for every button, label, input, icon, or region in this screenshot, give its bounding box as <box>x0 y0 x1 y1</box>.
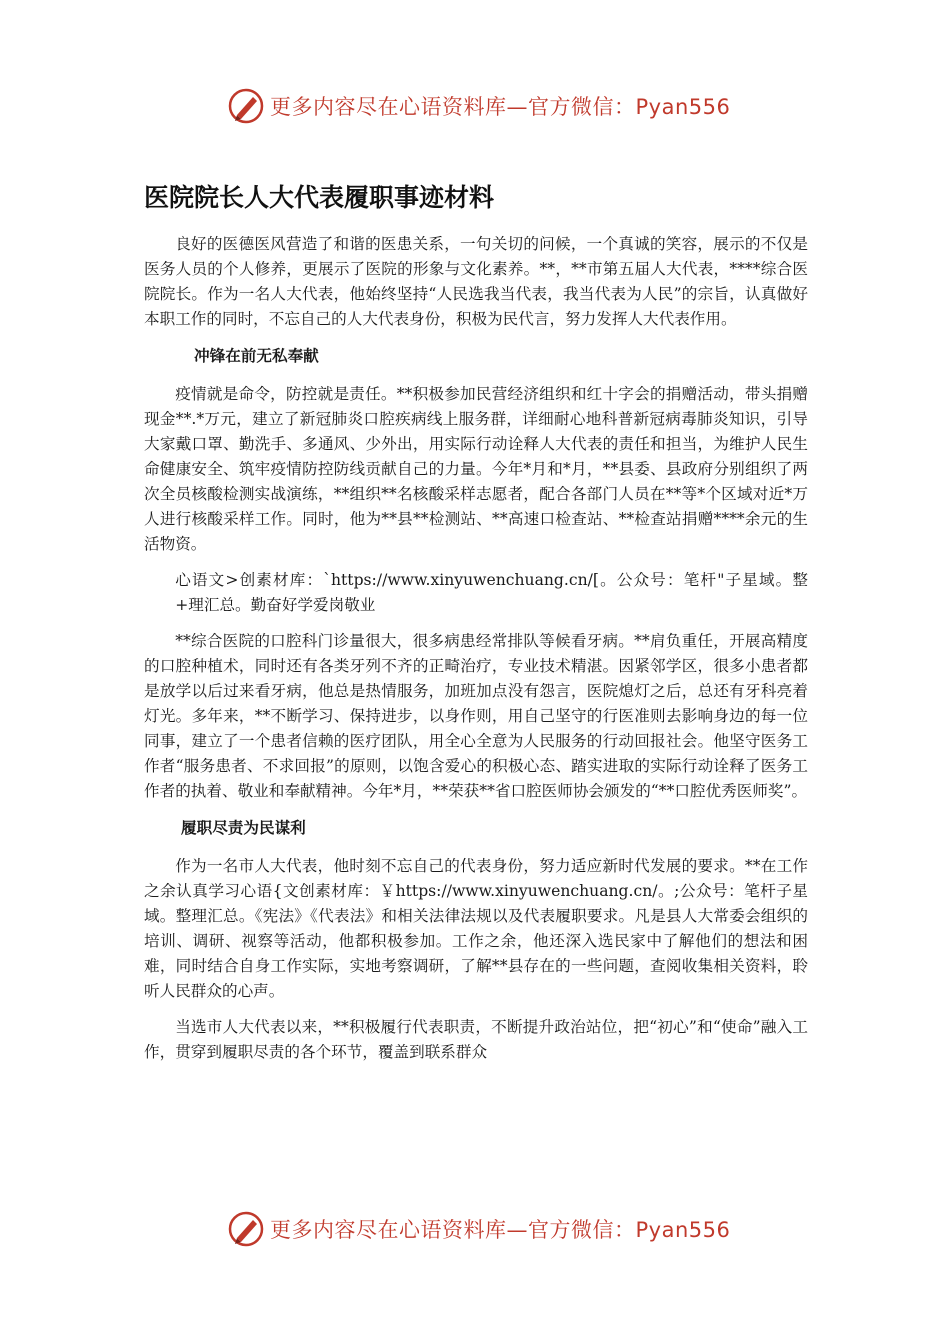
paragraph: 作为一名市人大代表，他时刻不忘自己的代表身份，努力适应新时代发展的要求。**在工作之余认真学习心语{文创素材库：￥https://www.xinyuwenchuang.cn/。;公众号：笔杆子星域。整理汇总。《宪法》《代表法》和相关法律法规以及代表履职要求。凡是县人大常委会组织的培训、调研、视察等活动，他都积极参加。工作之余，他还深入选民家中了解他们的想法和困难，同时结合自身工作实际，实地考察调研，了解**县存在的一些问题，查阅收集相关资料，聆听人民群众的心声。 <box>144 857 808 1000</box>
section-heading: 履职尽责为民谋利 <box>181 819 306 837</box>
paragraph-intro: 良好的医德医风营造了和谐的医患关系，一句关切的问候，一个真诚的笑容，展示的不仅是医务人员的个人修养，更展示了医院的形象与文化素养。**，**市第五届人大代表，****综合医院院长。作为一名人大代表，他始终坚持“人民选我当代表，我当代表为人民”的宗旨，认真做好本职工作的同时，不忘自己的人大代表身份，积极为民代言，努力发挥人大代表作用。 <box>144 235 808 328</box>
page-title: 医院院长人大代表履职事迹材料 <box>144 183 495 212</box>
paragraph-watermark-note: 心语文>创素材库：`https://www.xinyuwenchuang.cn/[。公众号：笔杆"子星域。整+理汇总。勤奋好学爱岗敬业 <box>175 571 808 614</box>
paragraph: **综合医院的口腔科门诊量很大，很多病患经常排队等候看牙病。**肩负重任，开展高精度的口腔种植术，同时还有各类牙列不齐的正畸治疗，专业技术精湛。因紧邻学区，很多小患者都是放学以后过来看牙病，他总是热情服务，加班加点没有怨言，医院熄灯之后，总还有牙科亮着灯光。多年来，**不断学习、保持进步，以身作则，用自己坚守的行医准则去影响身边的每一位同事，建立了一个患者信赖的医疗团队，用全心全意为人民服务的行动回报社会。他坚守医务工作者“服务患者、不求回报”的原则，以饱含爱心的积极心态、踏实进取的实际行动诠释了医务工作者的执着、敬业和奉献精神。今年*月，**荣获**省口腔医师协会颁发的“**口腔优秀医师奖”。 <box>144 632 808 800</box>
header-banner <box>226 84 730 128</box>
banner-text: 更多内容尽在心语资料库—官方微信：Pyan556 <box>270 95 731 119</box>
logo-icon <box>226 86 266 126</box>
logo-icon <box>226 1209 266 1249</box>
paragraph: 当选市人大代表以来，**积极履行代表职责，不断提升政治站位，把“初心”和“使命”融入工作，贯穿到履职尽责的各个环节，覆盖到联系群众 <box>144 1018 808 1061</box>
footer-banner <box>226 1207 730 1251</box>
section-heading: 冲锋在前无私奉献 <box>194 347 319 365</box>
banner-text: 更多内容尽在心语资料库—官方微信：Pyan556 <box>270 1218 731 1242</box>
document-body <box>144 232 808 1076</box>
paragraph: 疫情就是命令，防控就是责任。**积极参加民营经济组织和红十字会的捐赠活动，带头捐赠现金**.*万元，建立了新冠肺炎口腔疾病线上服务群，详细耐心地科普新冠病毒肺炎知识，引导大家戴口罩、勤洗手、多通风、少外出，用实际行动诠释人大代表的责任和担当，为维护人民生命健康安全、筑牢疫情防控防线贡献自己的力量。今年*月和*月，**县委、县政府分别组织了两次全员核酸检测实战演练，**组织**名核酸采样志愿者，配合各部门人员在**等*个区域对近*万人进行核酸采样工作。同时，他为**县**检测站、**高速口检查站、**检查站捐赠****余元的生活物资。 <box>144 385 808 553</box>
